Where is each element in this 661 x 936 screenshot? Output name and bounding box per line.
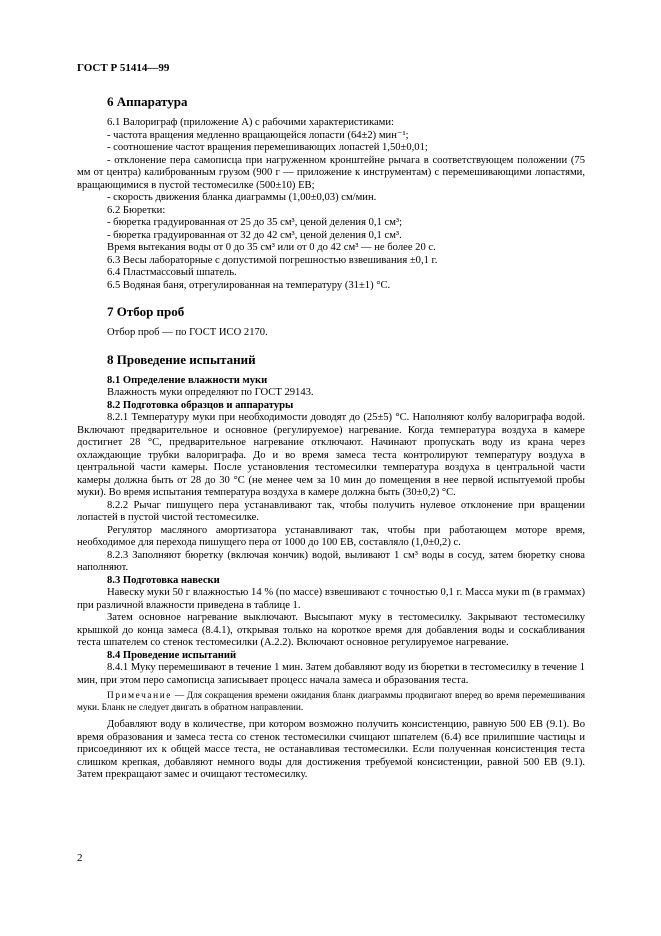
s6-line: - бюретка градуированная от 25 до 35 см³, ценой деления 0,1 см³; [107, 217, 403, 228]
subsection-8-4-title: 8.4 Проведение испытаний [107, 649, 237, 661]
paragraph-8-3-b: Затем основное нагревание выключают. Высыпают муку в тестомесилку. Закрывают тестомесилку крышкой до конца замеса (8.4.1), открывая только на короткое время для добавления воды и соскабливания теста шпателем со стенок тестомесилки (А.2.2). Включают основное регулируемое нагревание. [77, 612, 585, 648]
paragraph-8-2-2-b: Регулятор масляного амортизатора устанавливают так, чтобы при работающем моторе время, необходимое для перехода пишущего пера от 1000 до 100 ЕВ, составляло (1,0±0,2) с. [77, 524, 585, 548]
s6-line: 6.1 Валориграф (приложение А) с рабочими характеристиками: [107, 117, 394, 128]
paragraph-8-2-3: 8.2.3 Заполняют бюретку (включая кончик) водой, выливают 1 см³ воды в сосуд, затем бюретку снова наполняют. [77, 549, 585, 573]
s6-line: - отклонение пера самописца при нагруженном кронштейне рычага в соответствующем положении (75 мм от центра) калиброванным грузом (900 г — приложение к инструментам) с перемешивающими лопастями, вращающимися в пустой тестомесилке (500±10) ЕВ; [77, 154, 585, 191]
note-text: — Для сокращения времени ожидания бланк диаграммы продвигают вперед во время перемешивания муки. Бланк не следует двигать в обратном направлении. [77, 691, 585, 713]
subsection-8-1-title: 8.1 Определение влажности муки [107, 374, 268, 386]
paragraph-8-4-1: 8.4.1 Муку перемешивают в течение 1 мин. Затем добавляют воду из бюретки в тестомесилку в течение 1 мин, при этом перо самописца записывает процесс начала замеса и образования теста. [77, 662, 585, 686]
paragraph-8-2-2: 8.2.2 Рычаг пишущего пера устанавливают так, чтобы получить нулевое отклонение при вращении лопастей в пустой чистой тестомесилке. [77, 499, 585, 523]
page-header: ГОСТ Р 51414—99 [77, 62, 170, 74]
s6-line: 6.3 Весы лабораторные с допустимой погрешностью взвешивания ±0,1 г. [107, 254, 438, 266]
note-label: Примечание [107, 691, 172, 701]
paragraph-final: Добавляют воду в количестве, при котором возможно получить консистенцию, равную 500 ЕВ (9.1). Во время образования и замеса теста со стенок тестомесилки счищают шпателем (6.4) все прилипшие частицы и присоединяют их к общей массе теста, не останавливая тестомесилки. Если полученная консистенция теста слишком крепкая, добавляют немного воды для достижения требуемой консистенции, равной 500 ЕВ (9.1). Затем прекращают замес и очищают тестомесилку. [77, 719, 585, 780]
s6-line: - скорость движения бланка диаграммы (1,00±0,03) см/мин. [107, 192, 377, 203]
paragraph-8-2-1: 8.2.1 Температуру муки при необходимости доводят до (25±5) °С. Наполняют колбу валориграфа водой. Включают предварительное и основное (регулируемое) нагревание. Когда температура воздуха в камере достигнет 28 °С, предварительное нагревание отключают. Начинают пропускать воду из крана через охлаждающие трубки валориграфа. До и во время замеса теста контролируют температуру воздуха в центральной части камеры. После установления тестомесилки температура воздуха в центральной части камеры должна быть от 28 до 30 °С (не менее чем за 10 мин до помещения в нее первой испытуемой пробы муки). Во время испытания температура воздуха в камере должна быть (30±0,2) °С. [77, 412, 585, 498]
section-6-body [77, 117, 585, 292]
subsection-8-2-title: 8.2 Подготовка образцов и аппаратуры [107, 399, 294, 411]
s6-line: Время вытекания воды от 0 до 35 см³ или от 0 до 42 см³ — не более 20 с. [107, 242, 436, 253]
s6-line: 6.5 Водяная баня, отрегулированная на температуру (31±1) °С. [107, 279, 391, 291]
note [77, 691, 585, 714]
section-8-title: 8 Проведение испытаний [107, 351, 256, 367]
section-6-title: 6 Аппаратура [107, 94, 188, 109]
page-number: 2 [77, 852, 83, 864]
subsection-8-3-title: 8.3 Подготовка навески [107, 574, 220, 586]
page-content [77, 94, 585, 782]
s6-line: 6.4 Пластмассовый шпатель. [107, 267, 237, 278]
section-7-title: 7 Отбор проб [107, 304, 185, 319]
section-7-text: Отбор проб — по ГОСТ ИСО 2170. [107, 327, 268, 338]
s6-line: - бюретка градуированная от 32 до 42 см³, ценой деления 0,1 см³. [107, 229, 402, 241]
paragraph-8-1: Влажность муки определяют по ГОСТ 29143. [107, 387, 314, 398]
paragraph-8-3-a: Навеску муки 50 г влажностью 14 % (по массе) взвешивают с точностью 0,1 г. Масса муки m (в граммах) при различной влажности приведена в таблице 1. [77, 587, 585, 611]
s6-line: - частота вращения медленно вращающейся лопасти (64±2) мин⁻¹; [107, 129, 409, 141]
s6-line: 6.2 Бюретки: [107, 204, 166, 216]
s6-line: - соотношение частот вращения перемешивающих лопастей 1,50±0,01; [107, 142, 428, 153]
